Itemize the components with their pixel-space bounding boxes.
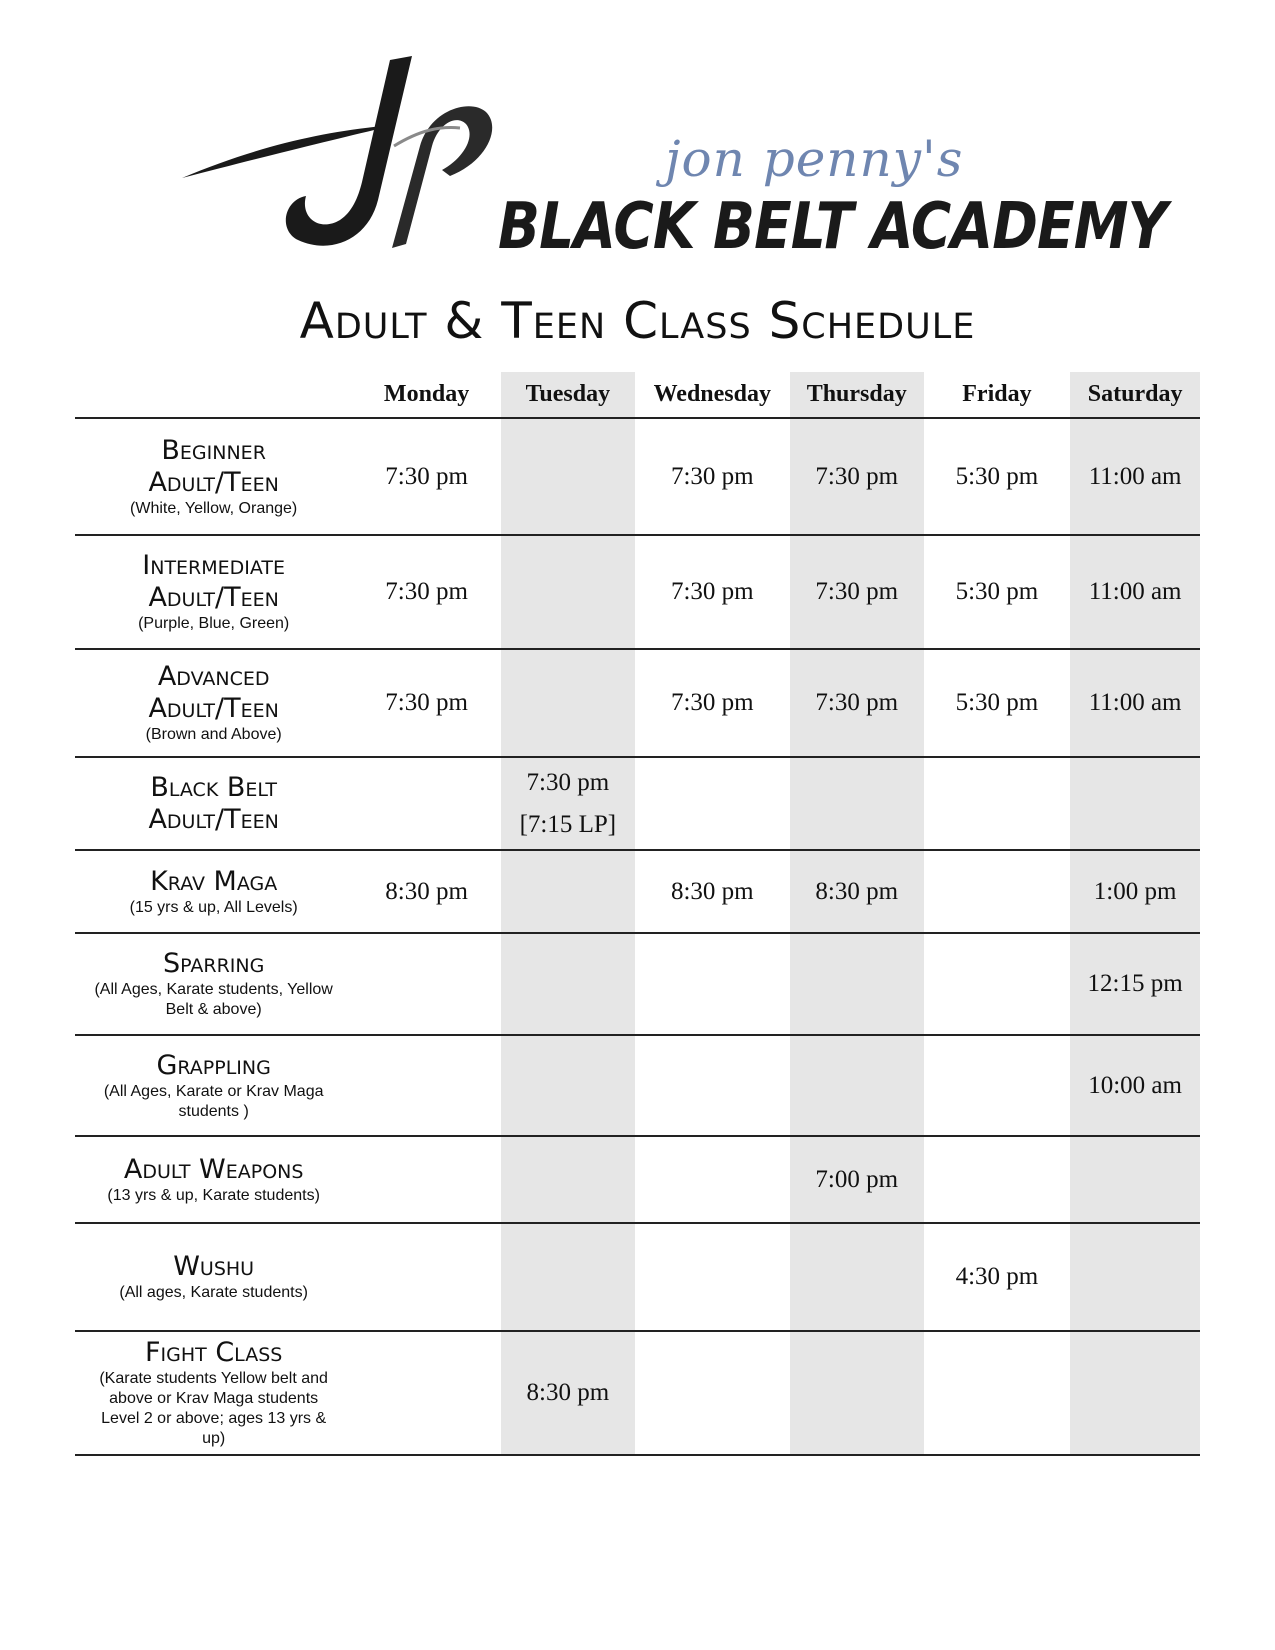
page-title: Adult & Teen Class Schedule xyxy=(299,292,976,350)
time-cell xyxy=(924,418,1071,535)
class-time: 7:00 pm xyxy=(815,1165,899,1193)
class-name-cell xyxy=(75,418,352,535)
day-header: Thursday xyxy=(790,372,924,418)
time-cell xyxy=(352,757,501,850)
class-time: 7:30 pm xyxy=(815,578,899,605)
class-time: 8:30 pm xyxy=(670,877,754,905)
time-cell xyxy=(352,1035,501,1136)
class-name-line: Advanced xyxy=(157,661,270,692)
logo-script-text: jon penny's xyxy=(665,130,964,188)
time-cell xyxy=(352,418,501,535)
schedule-row xyxy=(75,1035,1200,1136)
class-note: (15 yrs & up, All Levels) xyxy=(129,898,298,916)
time-cell xyxy=(635,1136,790,1223)
schedule-row xyxy=(75,535,1200,649)
time-cell xyxy=(501,757,635,850)
class-note: (Purple, Blue, Green) xyxy=(138,615,290,632)
time-cell xyxy=(352,649,501,757)
time-cell xyxy=(635,535,790,649)
class-time: 11:00 am xyxy=(1088,689,1182,716)
time-cell xyxy=(924,1035,1071,1136)
class-note: (Karate students Yellow belt and above or Krav Maga students Level 2 or above; ages 13 yrs & up) xyxy=(99,1370,328,1447)
time-cell xyxy=(790,850,924,933)
time-cell xyxy=(501,535,635,649)
time-cell xyxy=(924,1331,1071,1455)
class-name-line: Wushu xyxy=(173,1251,255,1282)
time-cell xyxy=(352,1331,501,1455)
class-name-line: Adult Weapons xyxy=(123,1153,304,1185)
time-cell xyxy=(501,1136,635,1223)
time-cell xyxy=(790,1223,924,1331)
class-time: 1:00 pm xyxy=(1093,877,1177,905)
logo-name-text: BLACK BELT ACADEMY xyxy=(498,190,1167,264)
class-name-cell xyxy=(75,1223,352,1331)
class-name-line: Adult/Teen xyxy=(148,803,279,835)
time-cell xyxy=(1070,418,1200,535)
class-name-cell xyxy=(75,933,352,1035)
class-name-cell xyxy=(75,850,352,933)
time-cell xyxy=(1070,535,1200,649)
time-cell xyxy=(924,1223,1071,1331)
time-cell xyxy=(635,649,790,757)
time-cell xyxy=(1070,1136,1200,1223)
day-header: Friday xyxy=(962,381,1032,407)
time-cell xyxy=(352,933,501,1035)
time-cell xyxy=(352,850,501,933)
time-cell xyxy=(501,1223,635,1331)
time-cell xyxy=(635,1223,790,1331)
day-header: Wednesday xyxy=(653,381,771,407)
class-name-line: Black Belt xyxy=(150,771,277,803)
class-name-line: Intermediate xyxy=(142,550,286,581)
time-cell xyxy=(790,1136,924,1223)
class-note: (White, Yellow, Orange) xyxy=(130,499,298,517)
time-cell xyxy=(635,1035,790,1136)
class-name-line: Adult/Teen xyxy=(148,693,279,724)
time-cell xyxy=(924,933,1071,1035)
time-cell xyxy=(924,649,1071,757)
time-cell xyxy=(501,933,635,1035)
time-cell xyxy=(635,418,790,535)
class-note: (13 yrs & up, Karate students) xyxy=(107,1186,320,1204)
class-name-line: Grappling xyxy=(156,1049,271,1081)
class-time: 7:30 pm xyxy=(385,462,468,490)
academy-logo xyxy=(180,50,1167,270)
time-cell xyxy=(790,418,924,535)
class-time: 7:30 pm xyxy=(815,689,899,716)
class-time: 12:15 pm xyxy=(1087,970,1183,997)
class-time: [7:15 LP] xyxy=(519,810,617,838)
time-cell xyxy=(1070,933,1200,1035)
class-time: 5:30 pm xyxy=(955,689,1039,716)
class-time: 11:00 am xyxy=(1088,462,1182,490)
time-cell xyxy=(1070,649,1200,757)
time-cell xyxy=(501,850,635,933)
time-cell xyxy=(1070,757,1200,850)
class-name-line: Adult/Teen xyxy=(148,582,279,613)
time-cell xyxy=(501,1035,635,1136)
time-cell xyxy=(924,757,1071,850)
class-time: 10:00 am xyxy=(1088,1071,1182,1099)
class-time: 11:00 am xyxy=(1088,578,1182,605)
class-time: 8:30 pm xyxy=(815,877,899,905)
time-cell xyxy=(635,757,790,850)
class-time: 7:30 pm xyxy=(670,462,754,490)
class-time: 5:30 pm xyxy=(955,578,1039,605)
class-name-cell xyxy=(75,757,352,850)
class-name-line: Beginner xyxy=(161,434,266,466)
class-note: (Brown and Above) xyxy=(145,726,282,743)
time-cell xyxy=(635,850,790,933)
time-cell xyxy=(790,649,924,757)
time-cell xyxy=(352,1136,501,1223)
time-cell xyxy=(790,933,924,1035)
class-name-line: Krav Maga xyxy=(150,865,278,897)
class-name-cell xyxy=(75,1136,352,1223)
jp-monogram-icon xyxy=(180,50,520,270)
time-cell xyxy=(790,1331,924,1455)
header-row xyxy=(75,372,1200,418)
class-name-line: Sparring xyxy=(162,948,265,979)
time-cell xyxy=(1070,850,1200,933)
class-time: 7:30 pm xyxy=(815,462,899,490)
schedule-row xyxy=(75,757,1200,850)
schedule-row xyxy=(75,649,1200,757)
class-time: 5:30 pm xyxy=(955,462,1039,490)
time-cell xyxy=(790,1035,924,1136)
class-name-cell xyxy=(75,649,352,757)
time-cell xyxy=(501,649,635,757)
time-cell xyxy=(1070,1035,1200,1136)
class-time: 7:30 pm xyxy=(670,689,754,716)
class-header-cell xyxy=(75,372,352,418)
class-time: 7:30 pm xyxy=(526,768,610,796)
time-cell xyxy=(924,1136,1071,1223)
class-time: 8:30 pm xyxy=(526,1379,610,1406)
time-cell xyxy=(501,1331,635,1455)
class-time: 7:30 pm xyxy=(670,578,754,605)
time-cell xyxy=(635,933,790,1035)
class-time: 4:30 pm xyxy=(955,1263,1039,1290)
time-cell xyxy=(1070,1223,1200,1331)
time-cell xyxy=(1070,1331,1200,1455)
class-note: (All Ages, Karate students, Yellow Belt & above) xyxy=(94,981,333,1018)
class-time: 8:30 pm xyxy=(385,877,468,905)
schedule-row xyxy=(75,933,1200,1035)
schedule-row xyxy=(75,1136,1200,1223)
time-cell xyxy=(924,850,1071,933)
time-cell xyxy=(352,1223,501,1331)
class-name-cell xyxy=(75,1035,352,1136)
time-cell xyxy=(501,418,635,535)
schedule-row xyxy=(75,1331,1200,1455)
day-header: Tuesday xyxy=(501,372,635,418)
time-cell xyxy=(790,757,924,850)
time-cell xyxy=(635,1331,790,1455)
schedule-row xyxy=(75,418,1200,535)
class-name-line: Fight Class xyxy=(144,1337,283,1368)
class-note: (All Ages, Karate or Krav Maga students ) xyxy=(103,1082,324,1120)
class-name-line: Adult/Teen xyxy=(148,466,279,498)
time-cell xyxy=(924,535,1071,649)
day-header: Monday xyxy=(383,381,470,407)
schedule-row xyxy=(75,850,1200,933)
class-name-cell xyxy=(75,1331,352,1455)
class-name-cell xyxy=(75,535,352,649)
class-time: 7:30 pm xyxy=(385,578,468,605)
day-header: Saturday xyxy=(1070,372,1200,418)
time-cell xyxy=(352,535,501,649)
class-time: 7:30 pm xyxy=(385,689,468,716)
class-note: (All ages, Karate students) xyxy=(119,1284,308,1301)
time-cell xyxy=(790,535,924,649)
class-schedule-table xyxy=(75,372,1200,1456)
schedule-row xyxy=(75,1223,1200,1331)
